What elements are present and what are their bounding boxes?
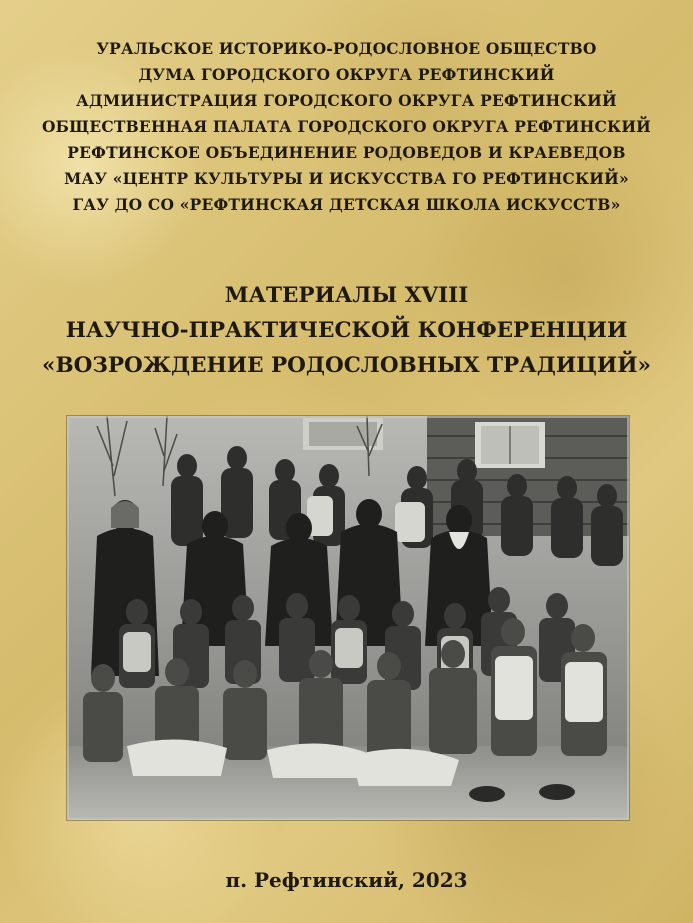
organization-line: РЕФТИНСКОЕ ОБЪЕДИНЕНИЕ РОДОВЕДОВ И КРАЕВЕДОВ (67, 143, 626, 162)
historic-group-photo (67, 416, 629, 820)
organizations-list (0, 36, 693, 218)
title-line: МАТЕРИАЛЫ XVIII (224, 283, 469, 308)
publication-place-year: п. Рефтинский, 2023 (225, 868, 468, 892)
book-title (0, 278, 693, 383)
title-line: «ВОЗРОЖДЕНИЕ РОДОСЛОВНЫХ ТРАДИЦИЙ» (42, 353, 651, 378)
organization-line: УРАЛЬСКОЕ ИСТОРИКО-РОДОСЛОВНОЕ ОБЩЕСТВО (96, 39, 597, 58)
organization-line: АДМИНИСТРАЦИЯ ГОРОДСКОГО ОКРУГА РЕФТИНСКИЙ (76, 91, 617, 110)
organization-line: ГАУ ДО СО «РЕФТИНСКАЯ ДЕТСКАЯ ШКОЛА ИСКУССТВ» (72, 195, 621, 214)
organization-line: ДУМА ГОРОДСКОГО ОКРУГА РЕФТИНСКИЙ (138, 65, 555, 84)
title-line: НАУЧНО-ПРАКТИЧЕСКОЙ КОНФЕРЕНЦИИ (65, 318, 628, 343)
organization-line: ОБЩЕСТВЕННАЯ ПАЛАТА ГОРОДСКОГО ОКРУГА РЕФТИНСКИЙ (41, 117, 652, 136)
organization-line: МАУ «ЦЕНТР КУЛЬТУРЫ И ИСКУССТВА ГО РЕФТИНСКИЙ» (64, 169, 629, 188)
